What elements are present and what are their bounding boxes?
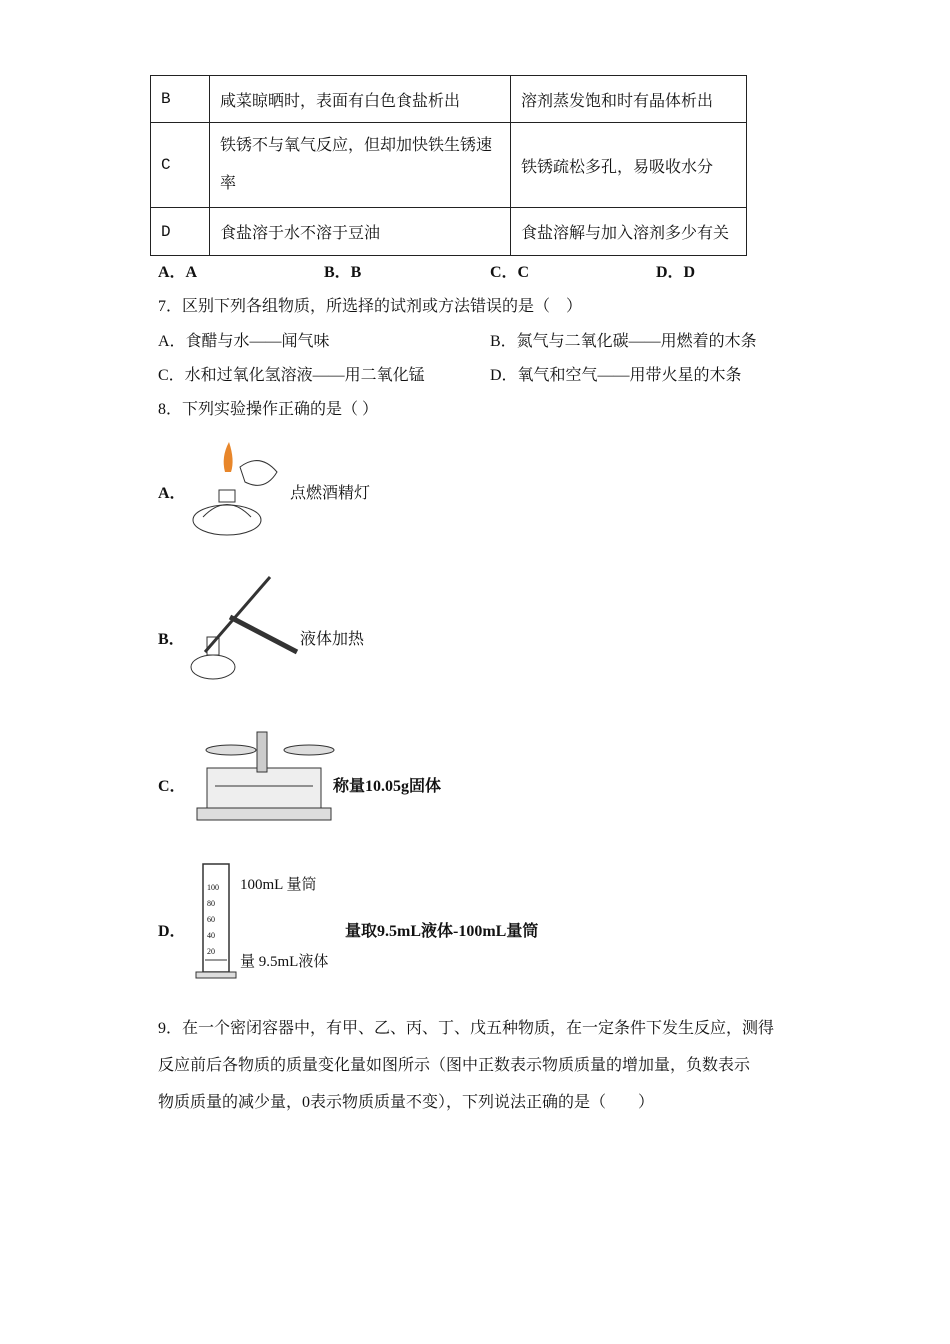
cylinder-label: 100mL 量筒 [240,877,317,893]
balance-figure [195,728,335,823]
q8-stem: 8．下列实验操作正确的是（ ） [158,401,379,418]
q9-line: 9．在一个密闭容器中，有甲、乙、丙、丁、戊五种物质，在一定条件下发生反应，测得 [158,1020,775,1037]
q9-line: 反应前后各物质的质量变化量如图所示（图中正数表示物质质量的增加量，负数表示 [158,1057,751,1074]
q9-line: 物质质量的减少量，0表示物质质量不变），下列说法正确的是（ ） [158,1094,655,1111]
row-explanation: 铁锈疏松多孔，易吸收水分 [511,123,747,208]
q8-option-d-label[interactable]: D． [158,923,186,940]
q7-stem: 7．区别下列各组物质，所选择的试剂或方法错误的是（ ） [158,298,583,315]
q8-option-b-caption: 液体加热 [300,631,365,648]
cylinder-ticks [207,880,219,960]
q8-option-b-label[interactable]: B． [158,631,185,648]
row-explanation: 食盐溶解与加入溶剂多少有关 [511,208,747,256]
tick-label: 40 [207,931,215,940]
row-label: C [151,123,210,208]
row-label: B [151,76,210,123]
table-row [151,123,747,208]
q7-option-d[interactable]: D．氧气和空气——用带火星的木条 [490,367,742,384]
tick-label: 20 [207,947,215,956]
q7-option-a[interactable]: A．食醋与水——闻气味 [158,333,330,350]
q6-option-b[interactable]: B．B [324,264,362,281]
q6-table [150,75,747,256]
q6-option-a[interactable]: A．A [158,264,198,281]
row-phenomenon: 咸菜晾晒时，表面有白色食盐析出 [210,76,511,123]
tick-label: 100 [207,883,219,892]
q7-option-c[interactable]: C．水和过氧化氢溶液——用二氧化锰 [158,367,425,384]
liquid-label: 量 9.5mL液体 [240,954,329,970]
q8-option-a-label[interactable]: A． [158,485,186,502]
q8-option-d-caption: 量取9.5mL液体-100mL量筒 [345,923,539,940]
table-row [151,208,747,256]
row-explanation: 溶剂蒸发饱和时有晶体析出 [511,76,747,123]
q8-option-c-label[interactable]: C． [158,778,186,795]
q8-option-c-caption: 称量10.05g固体 [333,778,442,795]
q8-option-a-caption: 点燃酒精灯 [290,485,371,502]
alcohol-lamp-figure [185,432,285,540]
q6-option-d[interactable]: D．D [656,264,696,281]
row-phenomenon: 食盐溶于水不溶于豆油 [210,208,511,256]
q6-option-c[interactable]: C．C [490,264,530,281]
tick-label: 80 [207,899,215,908]
q7-option-b[interactable]: B．氮气与二氧化碳——用燃着的木条 [490,333,757,350]
table-row [151,76,747,123]
row-phenomenon: 铁锈不与氧气反应，但却加快铁生锈速率 [210,123,511,208]
tick-label: 60 [207,915,215,924]
row-label: D [151,208,210,256]
test-tube-heating-figure [185,572,300,684]
